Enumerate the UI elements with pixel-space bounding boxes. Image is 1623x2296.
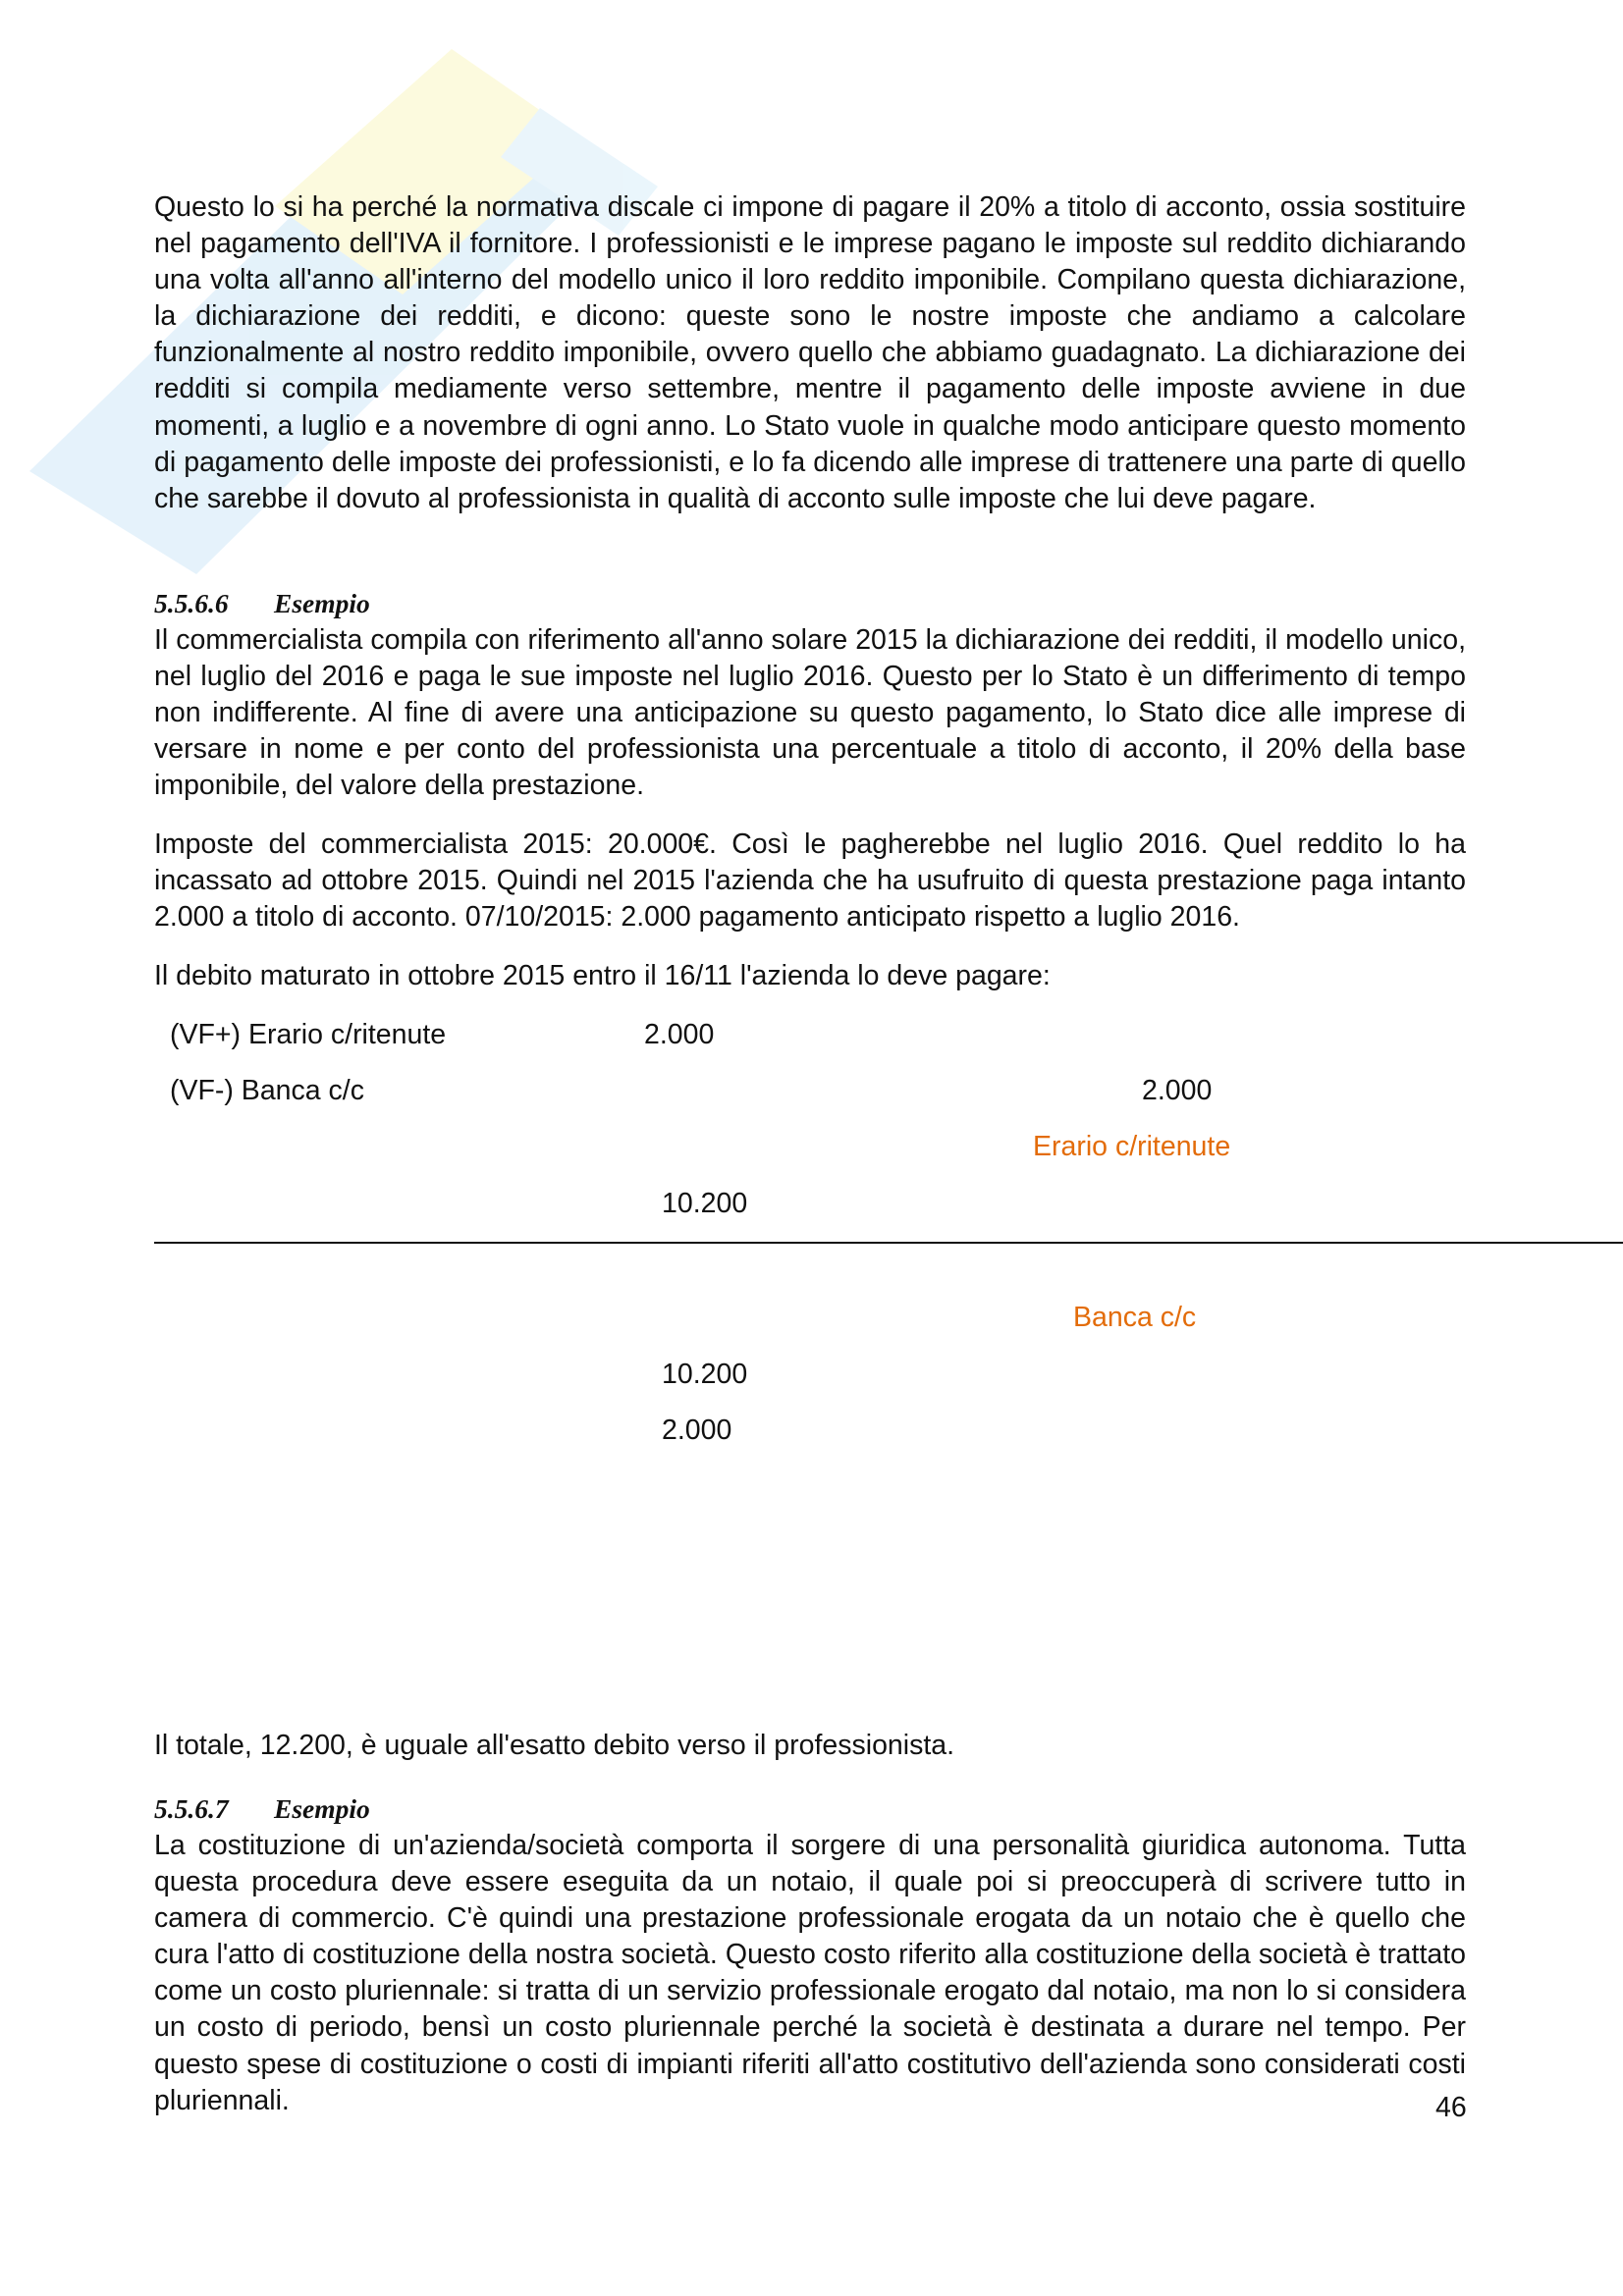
paragraph-intro: Questo lo si ha perché la normativa discale ci impone di pagare il 20% a titolo di acconto, ossia sostituire nel pagamento dell'IVA il fornitore. I professionisti e le imprese pagano le imposte sul reddito dichiarando una volta all'anno all'interno del modello unico il loro reddito imponibile. Compilano questa dichiarazione, la dichiarazione dei redditi, e dicono: queste sono le nostre imposte che andiamo a calcolare funzionalmente al nostro reddito imponibile, ovvero quello che abbiamo guadagnato. La dichiarazione dei redditi si compila mediamente verso settembre, mentre il pagamento delle imposte avviene in due momenti, a luglio e a novembre di ogni anno. Lo Stato vuole in qualche modo anticipare questo momento di pagamento delle imposte dei professionisti, e lo fa dicendo alle imprese di trattenere una parte di quello che sarebbe il dovuto al professionista in qualità di acconto sulle imposte che lui deve pagare.: [154, 191, 1466, 514]
t-account-title: Erario c/ritenute: [1033, 1131, 1231, 1162]
page-number: 46: [1435, 2092, 1467, 2123]
section-number: 5.5.6.6: [154, 588, 229, 618]
section-heading-5-5-6-7: [154, 1792, 370, 1826]
divider-line: [154, 1242, 1623, 1244]
section-number: 5.5.6.7: [154, 1793, 229, 1824]
journal-account-credit: (VF-) Banca c/c: [170, 1075, 364, 1106]
paragraph-imposte: Imposte del commercialista 2015: 20.000€. Così le pagherebbe nel luglio 2016. Quel reddito lo ha incassato ad ottobre 2015. Quindi nel 2015 l'azienda che ha usufruito di questa prestazione paga intanto 2.000 a titolo di acconto. 07/10/2015: 2.000 pagamento anticipato rispetto a luglio 2016.: [154, 828, 1466, 934]
section-title: Esempio: [274, 588, 370, 618]
section-heading-5-5-6-6: [154, 587, 370, 620]
paragraph-debito: Il debito maturato in ottobre 2015 entro il 16/11 l'azienda lo deve pagare:: [154, 960, 1051, 991]
t-account-value: 10.200: [662, 1188, 748, 1219]
t-account-value: 10.200: [662, 1359, 748, 1390]
t-account-value: 2.000: [662, 1415, 732, 1446]
section-title: Esempio: [274, 1793, 370, 1824]
journal-debit-amount: 2.000: [644, 1019, 715, 1050]
journal-credit-amount: 2.000: [1142, 1075, 1213, 1106]
paragraph-example-1: Il commercialista compila con riferimento all'anno solare 2015 la dichiarazione dei redditi, il modello unico, nel luglio del 2016 e paga le sue imposte nel luglio 2016. Questo per lo Stato è un differimento di tempo non indifferente. Al fine di avere una anticipazione su questo pagamento, lo Stato dice alle imprese di versare in nome e per conto del professionista una percentuale a titolo di acconto, il 20% della base imponibile, del valore della prestazione.: [154, 624, 1466, 802]
paragraph-example-2: La costituzione di un'azienda/società comporta il sorgere di una personalità giuridica autonoma. Tutta questa procedura deve essere eseguita da un notaio, il quale poi si preoccuperà di scrivere tutto in camera di commercio. C'è quindi una prestazione professionale erogata da un notaio che è quello che cura l'atto di costituzione della nostra società. Questo costo riferito alla costituzione della società è trattato come un costo pluriennale: si tratta di un servizio professionale erogato dal notaio, ma non lo si considera un costo di periodo, bensì un costo pluriennale perché la società è destinata a durare nel tempo. Per questo spese di costituzione o costi di impianti riferiti all'atto costitutivo dell'azienda sono considerati costi pluriennali.: [154, 1830, 1466, 2116]
paragraph-totale: Il totale, 12.200, è uguale all'esatto debito verso il professionista.: [154, 1730, 955, 1761]
journal-account-debit: (VF+) Erario c/ritenute: [170, 1019, 447, 1050]
t-account-title: Banca c/c: [1073, 1302, 1197, 1333]
